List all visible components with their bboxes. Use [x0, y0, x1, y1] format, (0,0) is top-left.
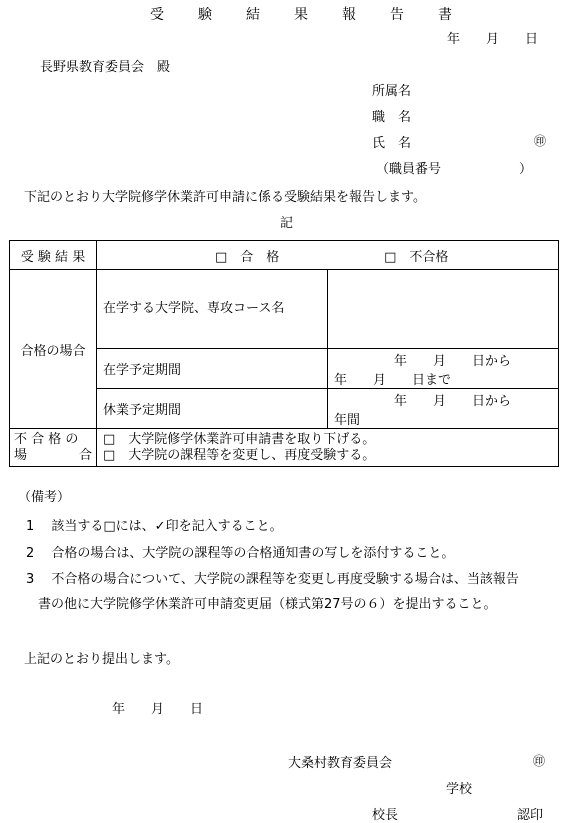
addressee: 長野県教育委員会 殿 — [40, 60, 171, 75]
staff-number-label: （職員番号 ） — [376, 162, 533, 177]
report-date: 年 月 日 — [447, 32, 539, 47]
table-row — [10, 429, 559, 467]
study-period-from: 年 月 日から — [394, 353, 512, 369]
board-name: 大桑村教育委員会 — [288, 756, 393, 771]
name-label: 氏 名 — [372, 136, 412, 151]
leave-period-from: 年 月 日から — [394, 393, 512, 409]
school-label: 在学する大学院、専攻コース名 — [97, 270, 328, 349]
leave-period-value[interactable] — [328, 389, 559, 429]
fail-choice-retake[interactable]: □ 大学院の課程等を変更し、再度受験する。 — [103, 447, 376, 463]
board-seal: ㊞ — [533, 754, 546, 768]
fail-choices — [97, 429, 559, 467]
fail-case-label — [10, 429, 97, 467]
note-item-3: 3 不合格の場合について、大学院の課程等を変更し再度受験する場合は、当該報告 — [26, 572, 519, 587]
school-value[interactable] — [328, 270, 559, 349]
table-row — [10, 241, 559, 270]
note-item-3-continued: 書の他に大学院修学休業許可申請変更届（様式第27号の６）を提出すること。 — [38, 597, 497, 612]
study-period-label: 在学予定期間 — [97, 349, 328, 389]
document-title: 受 験 結 果 報 告 書 — [150, 7, 462, 23]
pass-option[interactable]: □ 合 格 — [215, 249, 280, 265]
leave-period-label: 休業予定期間 — [97, 389, 328, 429]
school-label-bottom: 学校 — [446, 782, 473, 797]
affiliation-label: 所属名 — [372, 84, 412, 99]
table-row — [10, 270, 559, 349]
result-table — [9, 240, 559, 467]
intro-text: 下記のとおり大学院修学休業許可申請に係る受験結果を報告します。 — [24, 190, 426, 205]
study-period-to: 年 月 日まで — [334, 372, 452, 388]
study-period-value[interactable] — [328, 349, 559, 389]
submission-statement: 上記のとおり提出します。 — [24, 652, 179, 667]
fail-case-label-line2: 場 合 — [14, 447, 93, 463]
principal-label: 校長 — [372, 808, 399, 823]
fail-option[interactable]: □ 不合格 — [384, 249, 449, 265]
result-options — [97, 241, 559, 270]
pass-case-label: 合格の場合 — [10, 270, 97, 429]
note-item-2: 2 合格の場合は、大学院の課程等の合格通知書の写しを添付すること。 — [26, 546, 455, 561]
leave-period-years: 年間 — [334, 412, 361, 428]
ki-heading: 記 — [280, 216, 294, 231]
result-label: 受 験 結 果 — [10, 241, 97, 270]
fail-case-label-line1: 不 合 格 の — [14, 431, 79, 447]
principal-seal: 認印 — [517, 808, 544, 823]
note-item-1: 1 該当する□には、✓印を記入すること。 — [26, 519, 283, 534]
submission-date: 年 月 日 — [112, 702, 204, 717]
fail-choice-withdraw[interactable]: □ 大学院修学休業許可申請書を取り下げる。 — [103, 431, 376, 447]
notes-heading: （備考） — [18, 490, 71, 505]
seal-mark: ㊞ — [534, 134, 547, 148]
position-label: 職 名 — [372, 110, 412, 125]
